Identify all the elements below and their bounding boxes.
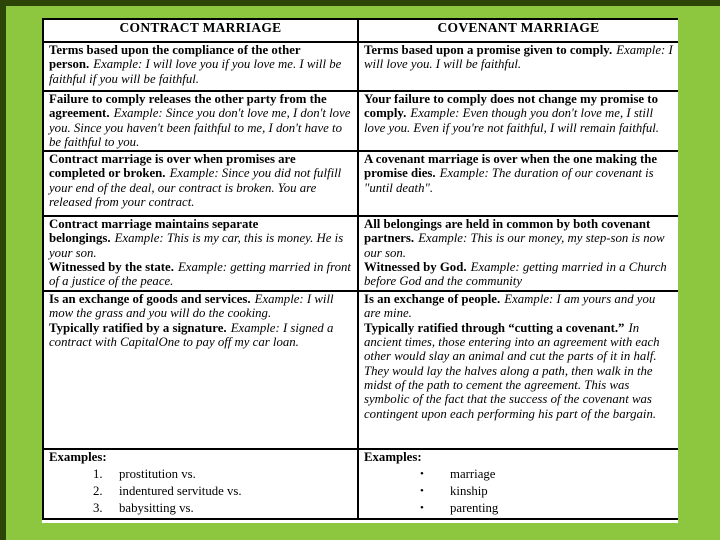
slide-frame-left (0, 0, 6, 540)
statement (364, 92, 673, 135)
statement-topic: Contract marriage is over when promises are completed or broken. (49, 152, 296, 181)
statement-topic: All belongings are held in common by both covenant partners. (364, 217, 651, 246)
list-marker: 2. (93, 483, 103, 498)
statement (364, 43, 673, 72)
statement-example: Example: This is my car, this is money. He is your son. (49, 231, 344, 260)
statement-topic: Is an exchange of people. (364, 292, 501, 307)
list-item-text: indentured servitude vs. (119, 483, 242, 498)
bullet-icon: • (420, 484, 424, 497)
list-item (49, 483, 352, 500)
statement (364, 217, 673, 260)
statement-topic: Typically ratified by a signature. (49, 320, 227, 335)
statement-example: Example: I am yours and you are mine. (364, 292, 656, 321)
statement-topic: Terms based upon a promise given to comply. (364, 43, 613, 57)
cell-contract-terms (43, 42, 358, 91)
row-examples (43, 449, 678, 518)
list-item (364, 483, 673, 500)
list-item (364, 500, 673, 517)
list-marker: 1. (93, 467, 103, 482)
examples-numbered-list (49, 466, 352, 516)
header-row (43, 19, 678, 42)
slide-content-area (42, 18, 678, 523)
statement-example: Example: I will love you. I will be faithful. (364, 43, 673, 72)
cell-contract-belongings (43, 216, 358, 291)
cell-covenant-terms (358, 42, 678, 91)
column-header-covenant: COVENANT MARRIAGE (358, 19, 678, 42)
list-item-text: marriage (450, 467, 496, 482)
cell-contract-exchange (43, 291, 358, 449)
statement-example: Example: Since you did not fulfill your end of the deal, our contract is broken. You are released from your contract. (49, 166, 342, 210)
row-exchange-ratified (43, 291, 678, 449)
slide-frame-top (0, 0, 720, 6)
cell-contract-over (43, 151, 358, 216)
statement-topic: Failure to comply releases the other party from the agreement. (49, 92, 327, 121)
statement (49, 152, 352, 209)
cell-covenant-exchange (358, 291, 678, 449)
statement (364, 321, 673, 421)
statement-example: Example: Even though you don't love me, I still love you. Even if you're not faithful, I will remain faithful. (364, 106, 660, 135)
statement-example: Example: This is our money, my step-son is now our son. (364, 231, 665, 260)
examples-bullet-list (364, 466, 673, 516)
statement (364, 260, 673, 289)
examples-label: Examples: (364, 450, 422, 465)
statement (49, 92, 352, 149)
cell-covenant-examples (358, 449, 678, 518)
examples-label: Examples: (49, 450, 107, 465)
statement-topic: Typically ratified through “cutting a covenant.” (364, 320, 625, 335)
bullet-icon: • (420, 468, 424, 481)
cell-contract-examples (43, 449, 358, 518)
list-marker: 3. (93, 500, 103, 515)
statement-example: Example: I signed a contract with CapitalOne to pay off my car loan. (49, 320, 334, 350)
comparison-table (42, 18, 678, 520)
statement-example: In ancient times, those entering into an agreement with each other would slay an animal and cut the parts of it in half. They would lay the halves along a path, then walk in the midst of the path to cement the agreement. This was symbolic of the fact that the success of the covenant was contingent upon each performing his part of the bargain. (364, 320, 660, 421)
statement-topic: Contract marriage maintains separate belongings. (49, 217, 259, 246)
statement-example: Example: getting married in front of a justice of the peace. (49, 260, 351, 289)
row-failure-to-comply (43, 91, 678, 151)
row-belongings-witness (43, 216, 678, 291)
list-item-text: prostitution vs. (119, 467, 196, 482)
column-header-contract: CONTRACT MARRIAGE (43, 19, 358, 42)
cell-covenant-failure (358, 91, 678, 151)
statement-example: Example: I will love you if you love me. I will be faithful if you will be faithful. (49, 57, 342, 86)
statement-topic: Is an exchange of goods and services. (49, 292, 251, 307)
statement-example: Example: Since you don't love me, I don't love you. Since you haven't been faithful to me, I don't have to be faithful to you. (49, 106, 351, 149)
bullet-icon: • (420, 501, 424, 514)
statement (364, 292, 673, 321)
list-item (49, 466, 352, 483)
statement (49, 292, 352, 321)
row-terms (43, 42, 678, 91)
list-item (49, 500, 352, 517)
statement-topic: Terms based upon the compliance of the other person. (49, 43, 301, 72)
cell-covenant-over (358, 151, 678, 216)
statement (49, 260, 352, 289)
statement (49, 321, 352, 350)
row-marriage-over (43, 151, 678, 216)
list-item-text: babysitting vs. (119, 500, 194, 515)
statement (49, 43, 352, 86)
statement-topic: Witnessed by the state. (49, 260, 174, 275)
statement (49, 217, 352, 260)
statement-example: Example: I will mow the grass and you will do the cooking. (49, 292, 334, 321)
statement-example: Example: getting married in a Church before God and the community (364, 260, 667, 289)
statement-example: Example: The duration of our covenant is "until death". (364, 166, 654, 195)
list-item (364, 466, 673, 483)
statement (364, 152, 673, 195)
list-item-text: kinship (450, 483, 488, 498)
cell-covenant-belongings (358, 216, 678, 291)
statement-topic: A covenant marriage is over when the one making the promise dies. (364, 152, 658, 181)
statement-topic: Witnessed by God. (364, 260, 467, 275)
cell-contract-failure (43, 91, 358, 151)
statement-topic: Your failure to comply does not change my promise to comply. (364, 92, 658, 121)
list-item-text: parenting (450, 500, 499, 515)
